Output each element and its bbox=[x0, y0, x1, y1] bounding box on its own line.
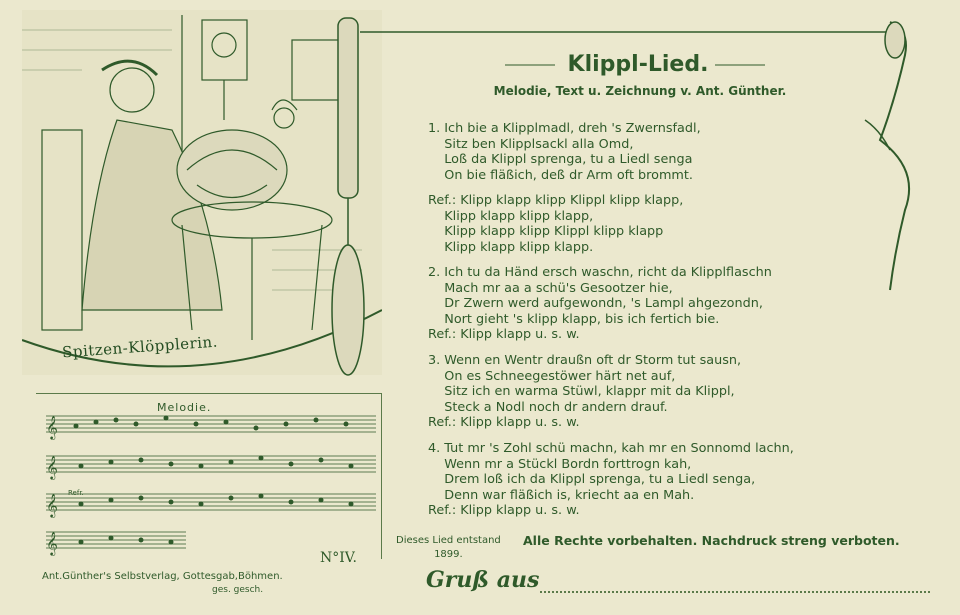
svg-text:𝄞: 𝄞 bbox=[46, 531, 58, 555]
greeting-dotted-line bbox=[540, 591, 930, 593]
illustration-caption: Spitzen-Klöpplerin. bbox=[61, 332, 219, 362]
refrain-mark: Refr. bbox=[68, 489, 84, 497]
song-number: N°IV. bbox=[320, 550, 357, 566]
publisher-line: Ant.Günther's Selbstverlag, Gottesgab,Böhmen. bbox=[42, 571, 283, 582]
verse-2: 2. Ich tu da Händ ersch waschn, richt da Klipplflaschn Mach mr aa a schü's Gesootzer hie, Dr Zwern werd aufgewondn, 's Lampl ahgezondn, Nort gieht 's klipp klapp, bis ich fertich bie. Ref.: Klipp klapp u. s. w. bbox=[428, 265, 772, 342]
sheet-music bbox=[36, 393, 382, 559]
origin-line-1: Dieses Lied entstand bbox=[396, 535, 501, 546]
svg-text:𝄞: 𝄞 bbox=[46, 415, 58, 439]
svg-text:𝄞: 𝄞 bbox=[46, 493, 58, 517]
verse-3: 3. Wenn en Wentr draußn oft dr Storm tut sausn, On es Schneegestöwer härt net auf, Sitz ich en warma Stüwl, klappr mit da Klippl, Steck a Nodl noch dr andern drauf. Ref.: Klipp klapp u. s. w. bbox=[428, 353, 742, 430]
author-line: Melodie, Text u. Zeichnung v. Ant. Günther. bbox=[493, 84, 787, 98]
verse-4: 4. Tut mr 's Zohl schü machn, kah mr en Sonnomd lachn, Wenn mr a Stückl Bordn forttrogn kah, Drem loß ich da Klippl sprenga, tu a Liedl senga, Denn war fläßich is, kriecht aa en Mah. Ref.: Klipp klapp u. s. w. bbox=[428, 441, 794, 518]
melody-label: Melodie. bbox=[157, 401, 212, 414]
verse-1: 1. Ich bie a Klipplmadl, dreh 's Zwernsfadl, Sitz ben Klipplsackl alla Omd, Loß da Klippl sprenga, tu a Liedl senga On bie fläßich, deß dr Arm oft brommt. bbox=[428, 121, 701, 183]
song-title: Klippl-Lied. bbox=[567, 52, 709, 77]
protection-note: ges. gesch. bbox=[212, 585, 264, 595]
refrain: Ref.: Klipp klapp klipp Klippl klipp klapp, Klipp klapp klipp klapp, Klipp klapp klipp Klippl klipp klapp Klipp klapp klipp klapp. bbox=[428, 193, 684, 255]
origin-note bbox=[396, 534, 501, 562]
music-staves bbox=[36, 394, 381, 559]
svg-text:𝄞: 𝄞 bbox=[46, 455, 58, 479]
rights-notice: Alle Rechte vorbehalten. Nachdruck streng verboten. bbox=[523, 533, 900, 548]
greeting: Gruß aus bbox=[426, 567, 540, 593]
origin-line-2: 1899. bbox=[434, 549, 463, 560]
